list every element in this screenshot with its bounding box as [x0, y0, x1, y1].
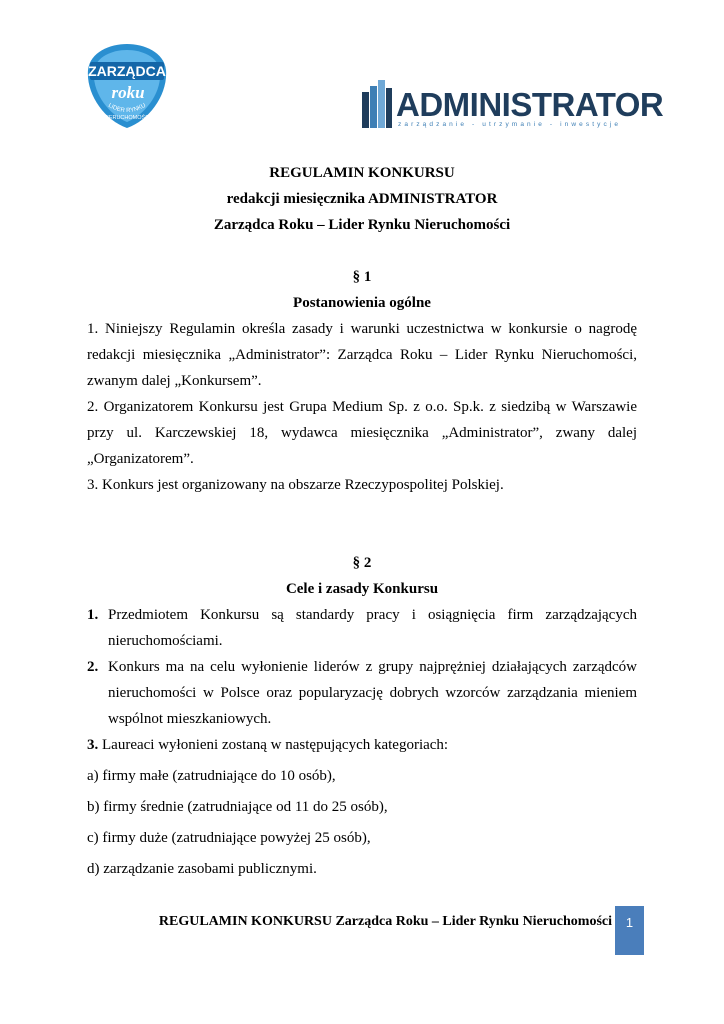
- section-2-mark: § 2: [352, 555, 372, 571]
- title-line-2: redakcji miesięcznika ADMINISTRATOR: [226, 191, 498, 207]
- administrator-logo: [360, 78, 664, 132]
- footer-title: REGULAMIN KONKURSU Zarządca Roku – Lider Rynku Nieruchomości: [158, 914, 612, 929]
- category-item: b) firmy średnie (zatrudniające od 11 do 25 osób),: [87, 799, 388, 815]
- list-item-text: Przedmiotem Konkursu są standardy pracy i osiągnięcia firm zarządzających nieruchomościami.: [108, 607, 637, 649]
- section-1-heading: Postanowienia ogólne: [293, 295, 431, 311]
- section-2-heading: Cele i zasady Konkursu: [285, 581, 439, 597]
- section-1-mark: § 1: [352, 269, 372, 285]
- list-item-number: 3.: [87, 737, 99, 753]
- title-line-1: REGULAMIN KONKURSU: [269, 165, 455, 181]
- administrator-wordmark: ADMINISTRATOR: [396, 86, 664, 123]
- zarzadca-script-text: roku: [111, 83, 145, 102]
- category-item: c) firmy duże (zatrudniające powyżej 25 osób),: [87, 830, 371, 846]
- list-item-3: [87, 732, 637, 758]
- list-item: [87, 654, 637, 732]
- list-item: [87, 602, 637, 654]
- building-bars-icon: [360, 78, 396, 132]
- title-line-3: Zarządca Roku – Lider Rynku Nieruchomości: [213, 217, 511, 233]
- category-item: d) zarządzanie zasobami publicznymi.: [87, 861, 317, 877]
- list-item-number: 1.: [87, 607, 99, 623]
- zarzadca-bottom-text-2: NIERUCHOMOŚCI: [103, 115, 151, 121]
- list-item-text: Laureaci wyłonieni zostaną w następujących kategoriach:: [98, 737, 449, 753]
- zarzadca-top-text: ZARZĄDCA: [88, 63, 166, 79]
- list-item-number: 2.: [87, 659, 99, 675]
- page-number-badge: 1: [615, 906, 644, 955]
- administrator-tagline: zarządzanie - utrzymanie - inwestycje: [398, 121, 622, 128]
- section-1-paragraph-3: 3. Konkurs jest organizowany na obszarze Rzeczypospolitej Polskiej.: [87, 477, 504, 493]
- list-item-text: Konkurs ma na celu wyłonienie liderów z grupy najprężniej działających zarządców nieruchomości w Polsce oraz popularyzację dobrych wzorców zarządzania mieniem wspólnot mieszkaniowych.: [108, 659, 637, 727]
- section-1-paragraph-1: 1. Niniejszy Regulamin określa zasady i warunki uczestnictwa w konkursie o nagrodę redakcji miesięcznika „Administrator”: Zarządca Roku – Lider Rynku Nieruchomości, zwanym dalej „Konkursem”.: [87, 321, 637, 389]
- zarzadca-bottom-text-1: LIDER RYNKU: [106, 102, 148, 115]
- regulation-content: [87, 160, 637, 882]
- category-item: a) firmy małe (zatrudniające do 10 osób),: [87, 768, 336, 784]
- zarzadca-roku-logo: [84, 42, 170, 130]
- section-1-paragraph-2: 2. Organizatorem Konkursu jest Grupa Medium Sp. z o.o. Sp.k. z siedzibą w Warszawie przy ul. Karczewskiej 18, wydawca miesięcznika „Administrator”, zwany dalej „Organizatorem”.: [87, 399, 637, 467]
